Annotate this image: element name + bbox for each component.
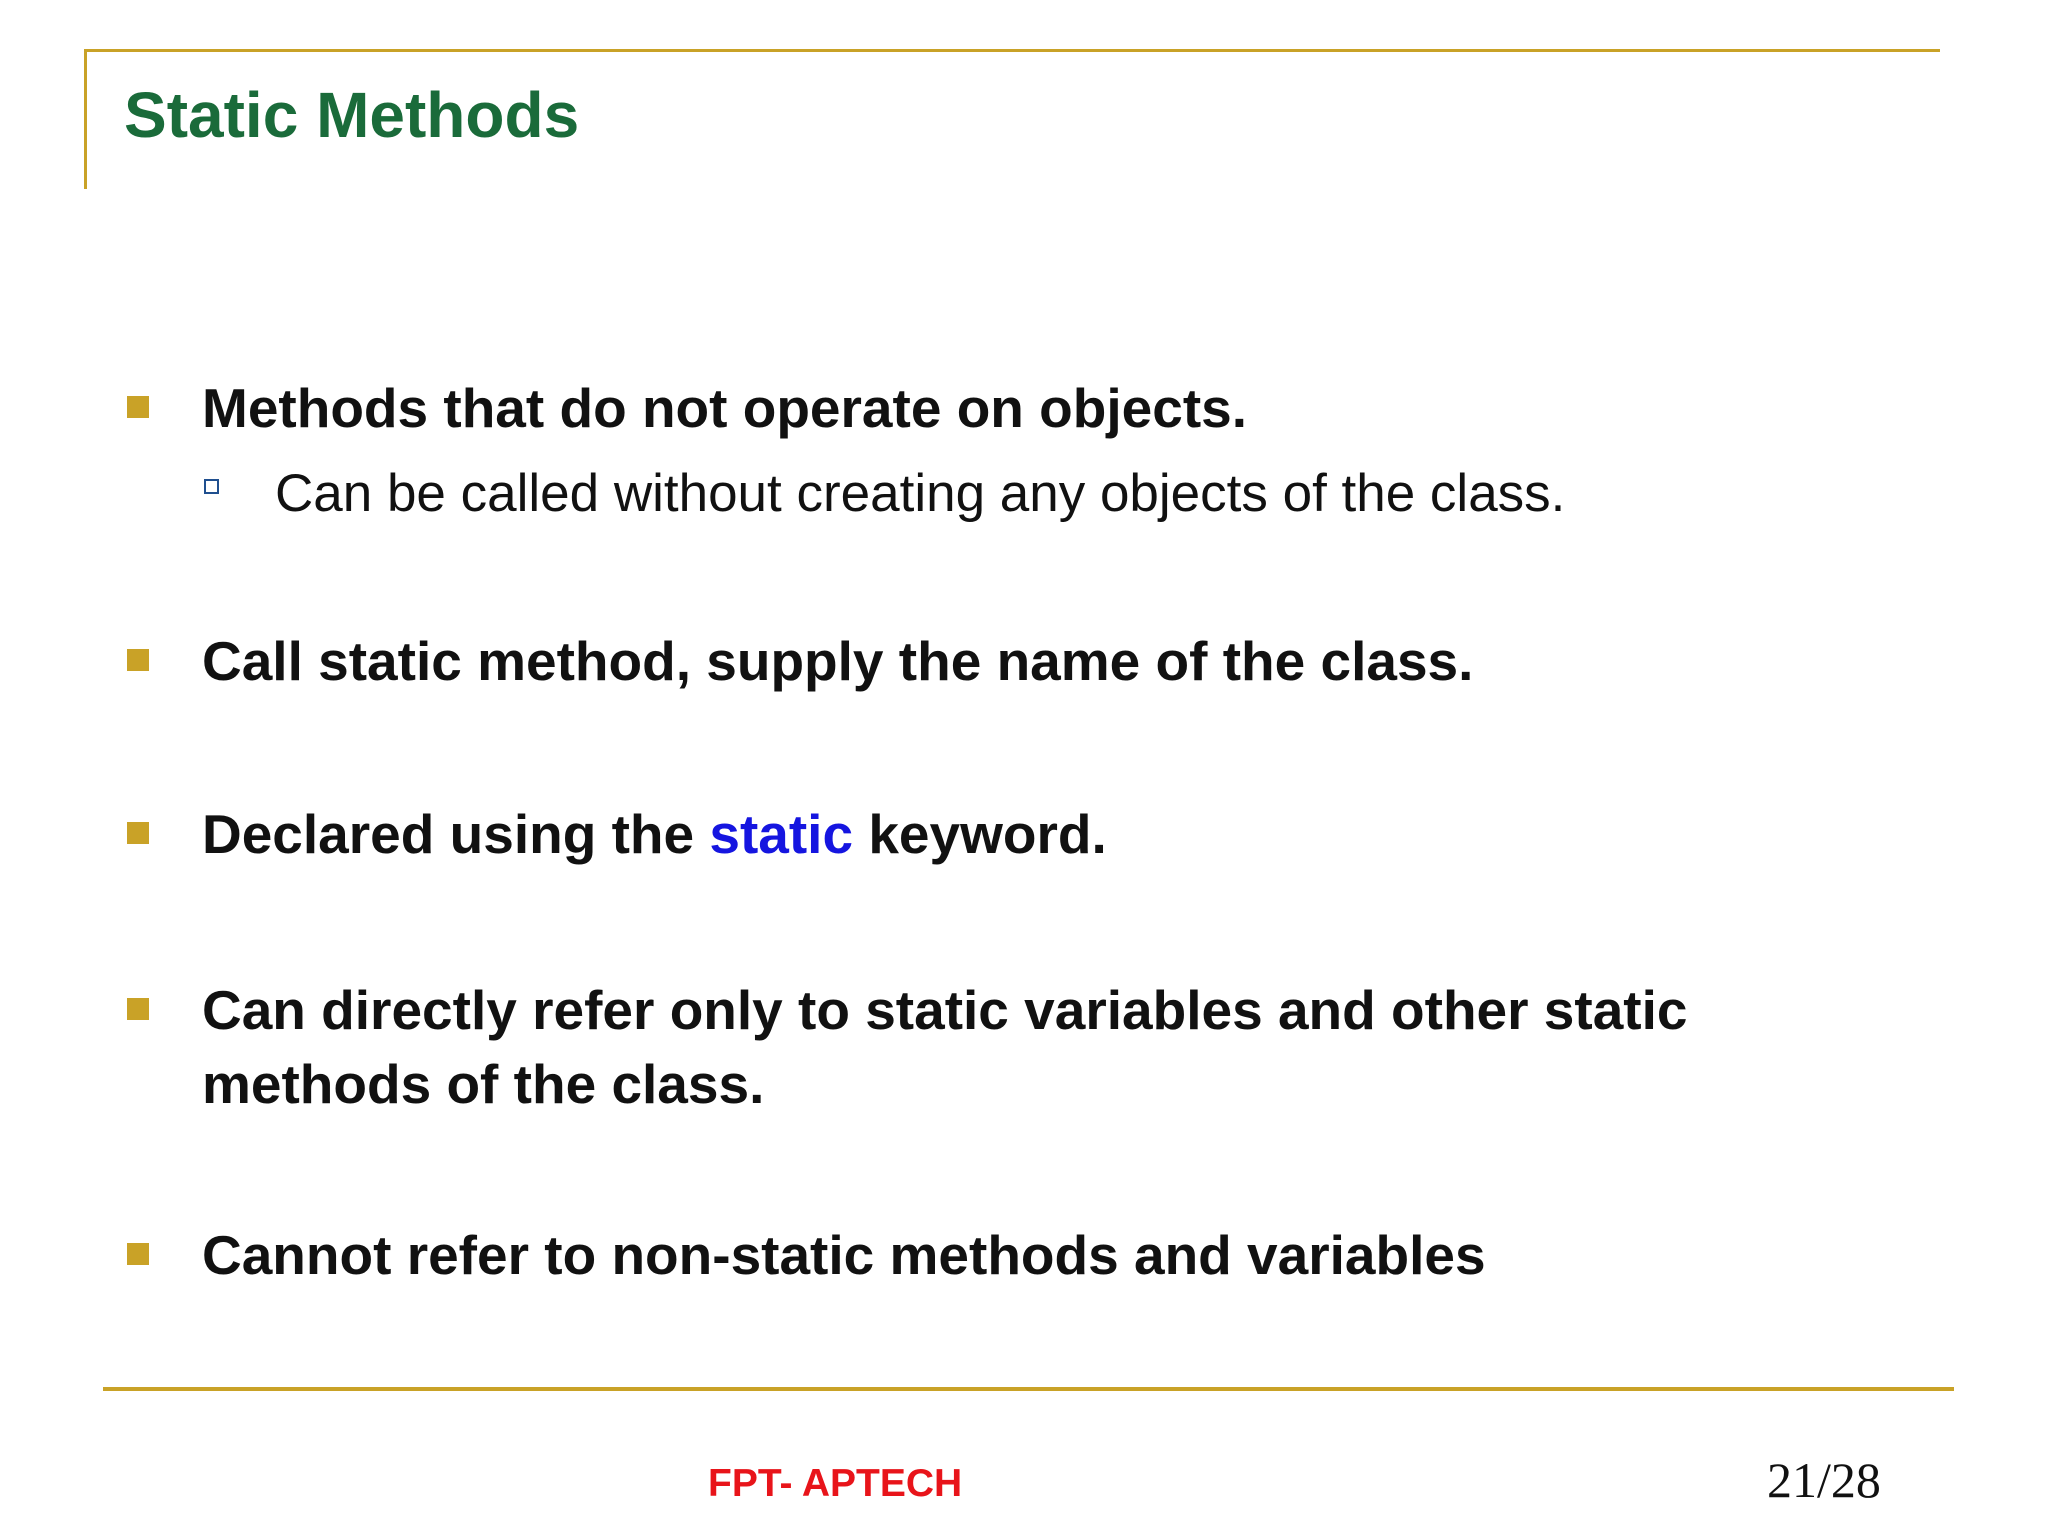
gold-square-bullet-icon	[127, 1243, 149, 1265]
bullet-text-suffix: keyword.	[853, 803, 1107, 865]
gold-square-bullet-icon	[127, 396, 149, 418]
bullet-text: Call static method, supply the name of the class.	[202, 630, 1474, 692]
bullet-text: Cannot refer to non-static methods and variables	[202, 1224, 1486, 1286]
bullet-text	[202, 797, 1902, 871]
bullet-text: Can directly refer only to static variables and other static methods of the class.	[202, 979, 1688, 1115]
page-number: 21/28	[1767, 1452, 1881, 1508]
hollow-square-bullet-icon	[204, 479, 219, 494]
footer-brand: FPT- APTECH	[708, 1462, 963, 1505]
gold-square-bullet-icon	[127, 998, 149, 1020]
footer-rule	[103, 1387, 1954, 1391]
bullet-text-prefix: Declared using the	[202, 803, 710, 865]
slide-title: Static Methods	[124, 79, 580, 151]
gold-square-bullet-icon	[127, 822, 149, 844]
gold-square-bullet-icon	[127, 649, 149, 671]
bullet-text: Methods that do not operate on objects.	[202, 377, 1247, 439]
sub-bullet-text: Can be called without creating any objects of the class.	[275, 464, 1566, 523]
static-keyword: static	[709, 803, 854, 865]
